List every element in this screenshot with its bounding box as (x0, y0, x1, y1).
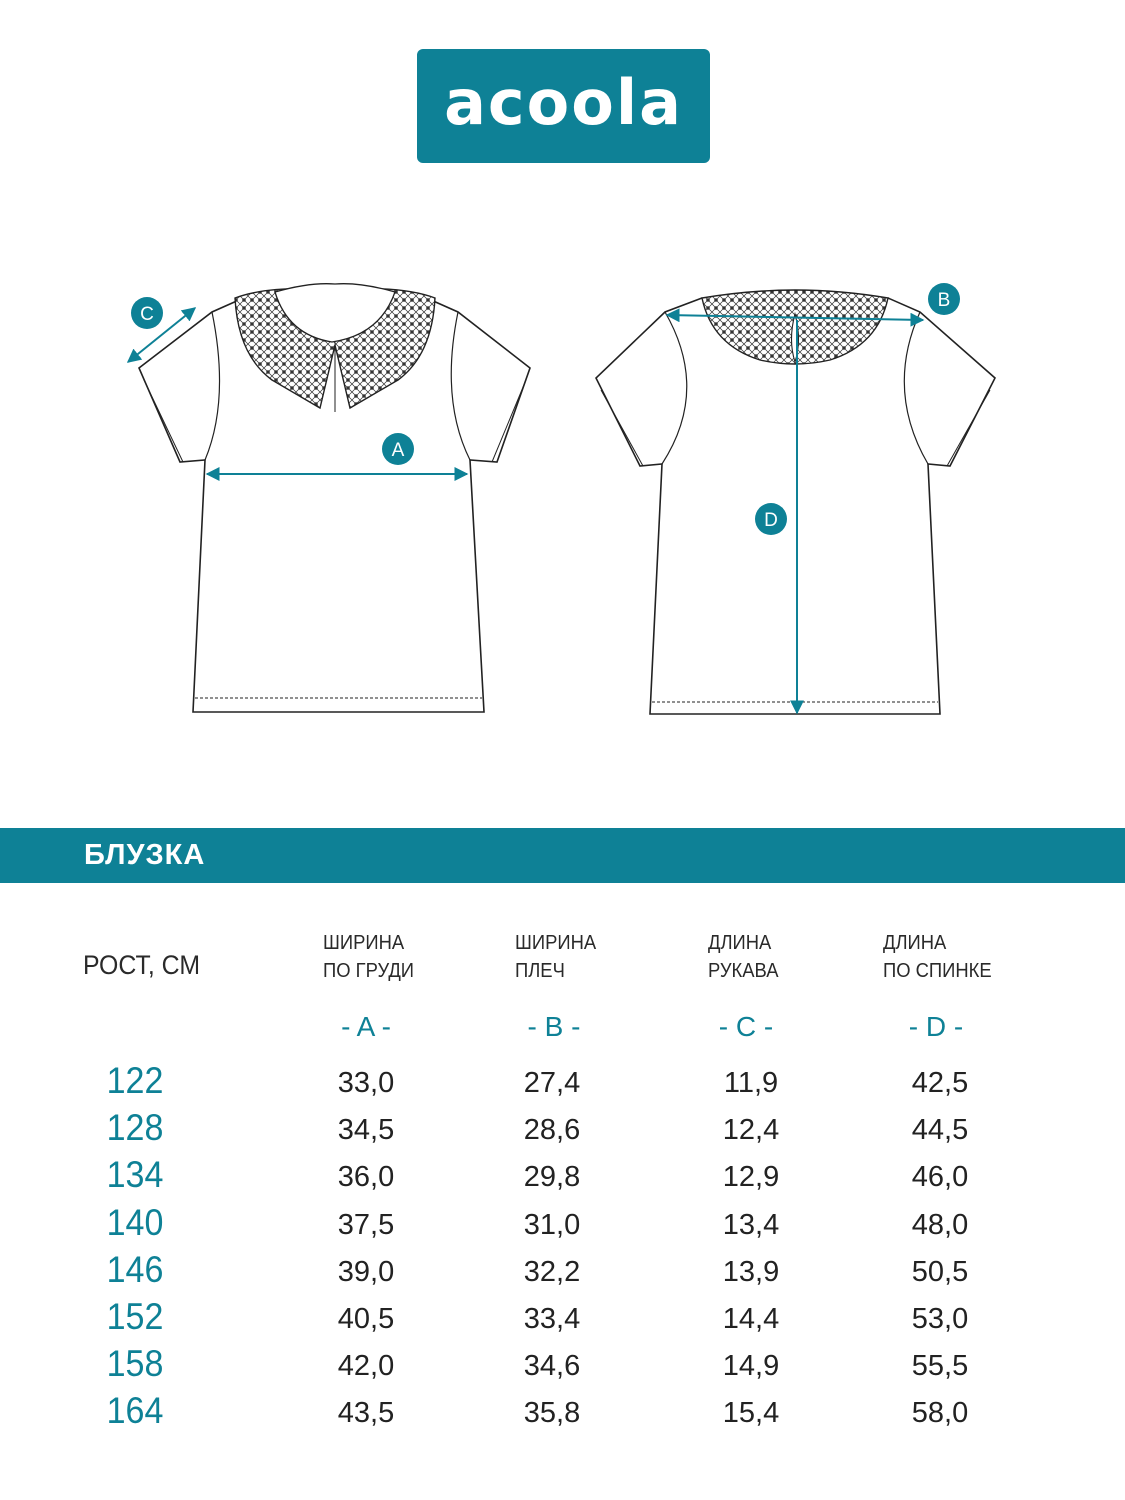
value-cell: 33,0 (337, 1067, 395, 1099)
marker-c (131, 297, 163, 329)
logo-text: acoola (444, 66, 683, 139)
value-cell: 31,0 (523, 1208, 581, 1241)
size-cell: 152 (106, 1295, 164, 1337)
column-letter-b: - B - (527, 1011, 581, 1042)
column-header-back-length: ДЛИНА ПО СПИНКЕ (883, 932, 992, 982)
column-header-sleeve: ДЛИНА РУКАВА (708, 932, 779, 982)
value-column-d (880, 1060, 1000, 1438)
svg-text:D: D (764, 510, 778, 531)
marker-b (928, 283, 960, 315)
value-column-b (492, 1060, 612, 1438)
column-letter-c: - C - (718, 1011, 774, 1042)
size-cell: 140 (106, 1201, 164, 1243)
back-view (596, 290, 995, 714)
svg-text:C: C (140, 304, 154, 325)
value-cell: 27,4 (523, 1067, 581, 1099)
column-header-chest: ШИРИНА ПО ГРУДИ (323, 932, 415, 982)
size-cell: 164 (106, 1390, 164, 1432)
value-cell: 14,9 (722, 1350, 780, 1383)
value-cell: 55,5 (911, 1350, 969, 1383)
column-letter-a: - A - (341, 1011, 391, 1042)
value-cell: 28,6 (523, 1114, 581, 1147)
value-cell: 36,0 (337, 1161, 395, 1194)
value-cell: 50,5 (911, 1255, 969, 1288)
value-cell: 29,8 (523, 1161, 581, 1194)
size-cell: 122 (106, 1060, 164, 1101)
row-header: РОСТ, СМ (83, 950, 201, 980)
value-cell: 40,5 (337, 1302, 395, 1335)
value-cell: 33,4 (523, 1302, 581, 1335)
value-cell: 12,4 (722, 1114, 780, 1147)
value-cell: 58,0 (911, 1397, 969, 1430)
value-cell: 53,0 (911, 1302, 969, 1335)
value-cell: 46,0 (911, 1161, 969, 1194)
value-cell: 43,5 (337, 1397, 395, 1430)
size-column (70, 1057, 200, 1435)
product-title: БЛУЗКА (84, 839, 206, 871)
value-column-c (691, 1060, 811, 1438)
value-cell: 32,2 (523, 1255, 581, 1288)
value-cell: 37,5 (337, 1208, 395, 1241)
value-cell: 34,6 (523, 1350, 581, 1383)
value-cell: 42,5 (911, 1067, 969, 1099)
size-cell: 146 (106, 1248, 164, 1290)
size-cell: 158 (106, 1343, 164, 1385)
value-cell: 44,5 (911, 1114, 969, 1147)
marker-d (755, 503, 787, 535)
svg-text:A: A (391, 440, 405, 461)
title-band (0, 828, 1125, 883)
garment-sketch (0, 270, 1125, 740)
front-view (128, 284, 530, 712)
svg-text:B: B (937, 290, 951, 311)
value-cell: 13,4 (722, 1208, 780, 1241)
value-cell: 12,9 (722, 1161, 780, 1194)
brand-logo (417, 49, 710, 163)
value-column-a (306, 1060, 426, 1438)
column-header-shoulders: ШИРИНА ПЛЕЧ (515, 932, 597, 982)
value-cell: 42,0 (337, 1350, 395, 1383)
value-cell: 13,9 (722, 1255, 780, 1288)
value-cell: 39,0 (337, 1255, 395, 1288)
column-letter-d: - D - (908, 1011, 964, 1042)
value-cell: 15,4 (722, 1397, 780, 1430)
value-cell: 11,9 (723, 1067, 779, 1099)
size-cell: 134 (106, 1154, 164, 1196)
value-cell: 35,8 (523, 1397, 581, 1430)
marker-a (382, 433, 414, 465)
value-cell: 14,4 (722, 1302, 780, 1335)
value-cell: 34,5 (337, 1114, 395, 1147)
value-cell: 48,0 (911, 1208, 969, 1241)
size-cell: 128 (106, 1107, 164, 1149)
